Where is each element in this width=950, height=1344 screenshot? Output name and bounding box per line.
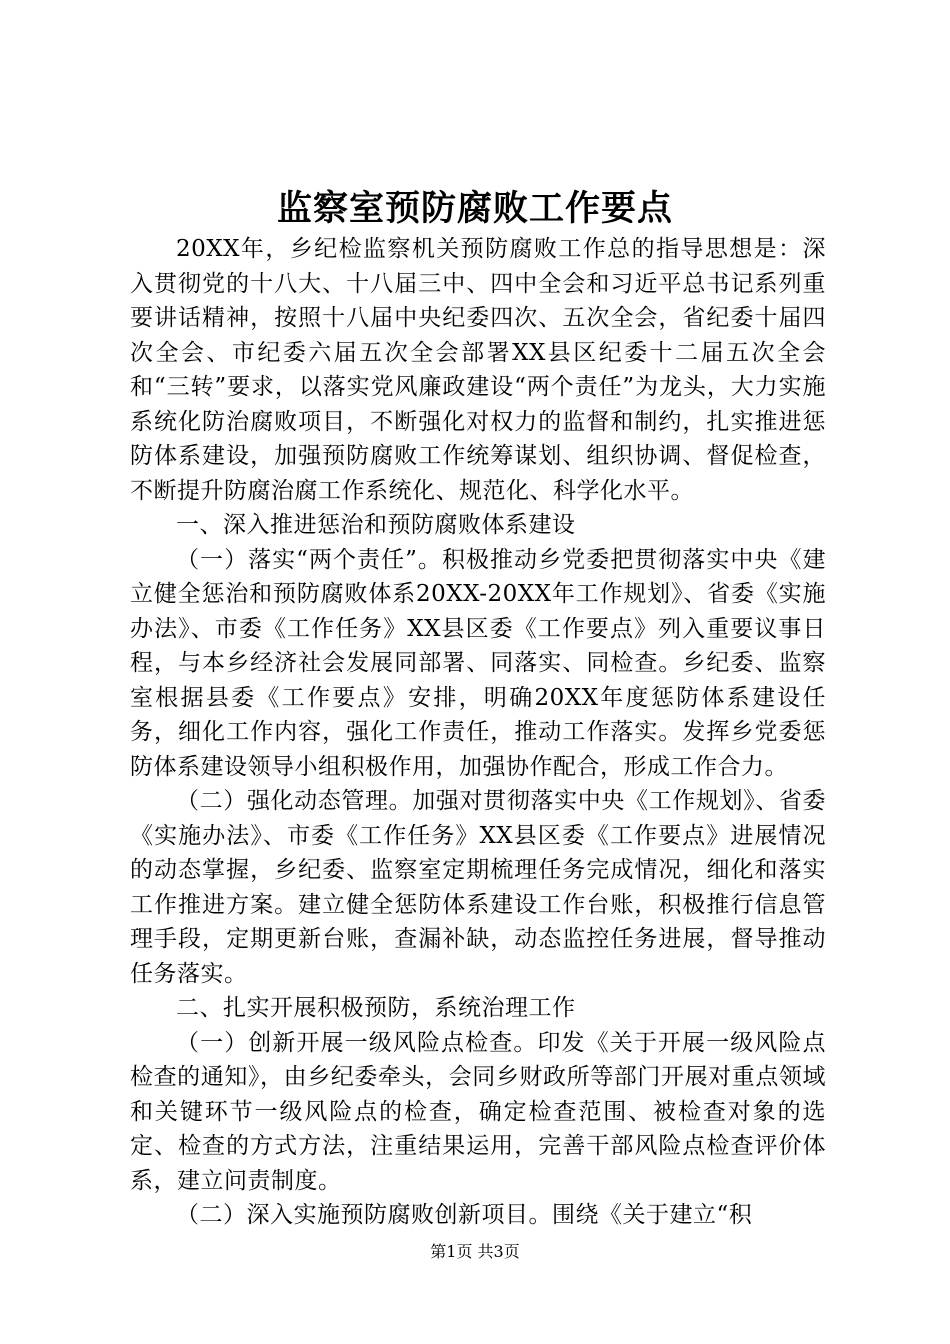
body-paragraph: （一）落实“两个责任”。积极推动乡党委把贯彻落实中央《建立健全惩治和预防腐败体系20XX-20XX年工作规划》、省委《实施办法》、市委《工作任务》XX县区委《工作要点》列入重要议事日程，与本乡经济社会发展同部署、同落实、同检查。乡纪委、监察室根据县委《工作要点》安排，明确20XX年度惩防体系建设任务，细化工作内容，强化工作责任，推动工作落实。发挥乡党委惩防体系建设领导小组积极作用，加强协作配合，形成工作合力。 <box>130 546 826 780</box>
document-body <box>130 232 826 1233</box>
document-title: 监察室预防腐败工作要点 <box>276 188 673 229</box>
section-heading: 一、深入推进惩治和预防腐败体系建设 <box>176 512 576 538</box>
body-paragraph: （二）强化动态管理。加强对贯彻落实中央《工作规划》、省委《实施办法》、市委《工作任务》XX县区委《工作要点》进展情况的动态掌握，乡纪委、监察室定期梳理任务完成情况，细化和落实工作推进方案。建立健全惩防体系建设工作台账，积极推行信息管理手段，定期更新台账，查漏补缺，动态监控任务进展，督导推动任务落实。 <box>130 788 826 987</box>
page-footer: 第1页 共3页 <box>430 1242 520 1261</box>
section-heading: 二、扎实开展积极预防，系统治理工作 <box>176 995 576 1021</box>
body-paragraph: 20XX年，乡纪检监察机关预防腐败工作总的指导思想是：深入贯彻党的十八大、十八届三中、四中全会和习近平总书记系列重要讲话精神，按照十八届中央纪委四次、五次全会，省纪委十届四次全会、市纪委六届五次全会部署XX县区纪委十二届五次全会和“三转”要求，以落实党风廉政建设“两个责任”为龙头，大力实施系统化防治腐败项目，不断强化对权力的监督和制约，扎实推进惩防体系建设，加强预防腐败工作统筹谋划、组织协调、督促检查，不断提升防腐治腐工作系统化、规范化、科学化水平。 <box>130 236 826 504</box>
body-paragraph: （一）创新开展一级风险点检查。印发《关于开展一级风险点检查的通知》，由乡纪委牵头，会同乡财政所等部门开展对重点领域和关键环节一级风险点的检查，确定检查范围、被检查对象的选定、检查的方式方法，注重结果运用，完善干部风险点检查评价体系，建立问责制度。 <box>130 1029 826 1194</box>
body-paragraph: （二）深入实施预防腐败创新项目。围绕《关于建立“积 <box>176 1202 753 1228</box>
